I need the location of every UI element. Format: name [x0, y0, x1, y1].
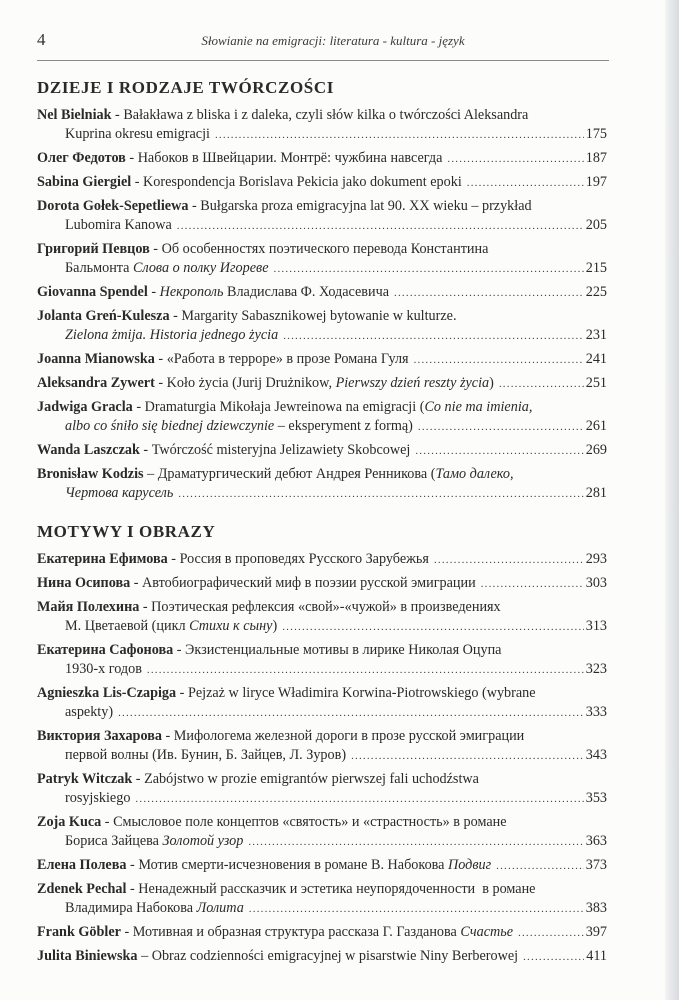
entry-title-text: Bałakława z bliska i z daleka, czyli słów kilka o twórczości Aleksandra	[123, 107, 529, 123]
entry-author: Aleksandra Zywert	[37, 375, 155, 391]
toc-entry[interactable]	[37, 727, 607, 766]
leader-dots	[499, 375, 584, 394]
toc-entry[interactable]	[37, 283, 607, 303]
entry-page-number[interactable]: 205	[585, 217, 607, 233]
entry-title-text: Об особенностях поэтического перевода Константина	[161, 241, 489, 257]
leader-dots	[215, 126, 584, 145]
entry-author: Sabina Giergiel	[37, 174, 132, 190]
entry-separator: -	[131, 174, 144, 190]
leader-dots	[523, 948, 584, 967]
entry-title-text: aspekty)	[65, 704, 114, 720]
entry-title-text: Смысловое поле концептов «святость» и «страстность» в романе	[113, 814, 507, 830]
entry-page-number[interactable]: 323	[585, 661, 607, 677]
entry-title-text: 1930-х годов	[65, 661, 142, 677]
entry-separator: -	[101, 814, 114, 830]
entry-line-continuation	[37, 216, 607, 236]
entry-line-continuation	[37, 899, 607, 919]
entry-author: Zoja Kuca	[37, 814, 102, 830]
entry-title-italic: Золотой узор	[162, 833, 244, 849]
entry-separator: -	[154, 375, 167, 391]
entry-separator: -	[126, 881, 139, 897]
entry-page-number[interactable]: 353	[585, 790, 607, 806]
entry-separator: -	[176, 685, 188, 701]
leader-dots	[147, 661, 584, 680]
leader-dots	[414, 351, 584, 370]
entry-page-number[interactable]: 215	[585, 260, 607, 276]
entry-line-first	[37, 813, 607, 832]
entry-author: Patryk Witczak	[37, 771, 133, 787]
entry-page-number[interactable]: 241	[585, 351, 607, 367]
entry-line-first	[37, 283, 607, 303]
toc-entry[interactable]	[37, 880, 607, 919]
entry-line-continuation	[37, 484, 607, 504]
entry-page-number[interactable]: 313	[585, 618, 607, 634]
entry-author: Joanna Mianowska	[37, 351, 155, 367]
toc-entry[interactable]	[37, 813, 607, 852]
entry-line-first	[37, 770, 607, 789]
entry-title-text: Dramaturgia Mikołaja Jewreinowa na emigracji (	[144, 399, 425, 415]
entry-title-text: Мифологема железной дороги в прозе русской эмиграции	[173, 728, 525, 744]
entry-page-number[interactable]: 343	[585, 747, 607, 763]
entry-page-number[interactable]: 197	[585, 174, 607, 190]
toc-entry[interactable]	[37, 173, 607, 193]
leader-dots	[415, 442, 583, 461]
entry-title-text: Lubomira Kanowa	[65, 217, 172, 233]
entry-page-number[interactable]: 383	[585, 900, 607, 916]
entry-line-first	[37, 923, 607, 943]
toc-entry[interactable]	[37, 856, 607, 876]
entry-title-text: Pejzaż w liryce Władimira Korwina-Piotrowskiego (wybrane	[187, 685, 536, 701]
entry-title-italic: Счастье	[460, 924, 514, 940]
toc-entry[interactable]	[37, 550, 607, 570]
entry-title-text: Россия в проповедях Русского Зарубежья	[179, 551, 429, 567]
entry-author: Dorota Gołek-Sepetliewa	[37, 198, 189, 214]
entry-author: Zdenek Pechal	[37, 881, 127, 897]
toc-entry[interactable]	[37, 574, 607, 594]
entry-page-number[interactable]: 261	[585, 418, 607, 434]
entry-author: Олег Федотов	[37, 150, 126, 166]
entry-title-text: Экзистенциальные мотивы в лирике Николая Оцупа	[185, 642, 502, 658]
entry-title-text: Ненадежный рассказчик и эстетика неупорядоченности в романе	[138, 881, 536, 897]
leader-dots	[467, 174, 584, 193]
entry-line-continuation	[37, 417, 607, 437]
entry-line-continuation	[37, 746, 607, 766]
entry-author: Елена Полева	[37, 857, 127, 873]
entry-separator: -	[173, 642, 186, 658]
leader-dots	[283, 327, 584, 346]
entry-separator: -	[154, 351, 167, 367]
entry-line-first	[37, 398, 607, 417]
leader-dots	[434, 551, 584, 570]
entry-page-number[interactable]: 373	[585, 857, 607, 873]
entry-author: Giovanna Spendel	[37, 284, 148, 300]
entry-page-number[interactable]: 303	[585, 575, 607, 591]
entry-title-text: Бальмонта	[65, 260, 134, 276]
entry-line-first	[37, 149, 607, 169]
toc-entry[interactable]	[37, 240, 607, 279]
toc-section	[37, 522, 607, 967]
toc-section	[37, 78, 607, 504]
entry-author: Майя Полехина	[37, 599, 140, 615]
leader-dots	[249, 900, 584, 919]
entry-separator: -	[126, 857, 139, 873]
entry-title-text: Bułgarska proza emigracyjna lat 90. XX wieku – przykład	[200, 198, 532, 214]
entry-title-italic: Слова о полку Игореве	[133, 260, 269, 276]
entry-separator: -	[132, 771, 145, 787]
toc-entry[interactable]	[37, 350, 607, 370]
toc-entry[interactable]	[37, 398, 607, 437]
toc-entry[interactable]	[37, 197, 607, 236]
entry-line-continuation	[37, 326, 607, 346]
entry-title-italic: Лолита	[196, 900, 244, 916]
toc-entry[interactable]	[37, 441, 607, 461]
running-title: Słowianie na emigracji: literatura - kultura - język	[201, 33, 465, 48]
leader-dots	[178, 485, 583, 504]
entry-separator: -	[161, 728, 174, 744]
entry-line-first	[37, 197, 607, 216]
toc-entry[interactable]	[37, 106, 607, 145]
leader-dots	[351, 747, 584, 766]
entry-line-continuation	[37, 259, 607, 279]
entry-title-text: М. Цветаевой (цикл	[65, 618, 190, 634]
entry-line-continuation	[37, 789, 607, 809]
entry-title-text: Koło życia (Jurij Drużnikow,	[166, 375, 336, 391]
entry-title-italic: Co nie ma imienia,	[424, 399, 533, 415]
entry-line-first	[37, 307, 607, 326]
toc-entry[interactable]	[37, 465, 607, 504]
entry-line-continuation	[37, 660, 607, 680]
entry-title-text: Набоков в Швейцарии. Монтрё: чужбина навсегда	[137, 150, 443, 166]
table-of-contents	[37, 78, 607, 985]
section-title: DZIEJE I RODZAJE TWÓRCZOŚCI	[37, 78, 334, 97]
entry-title-italic: Zielona żmija. Historia jednego życia	[65, 327, 279, 343]
entry-line-first	[37, 641, 607, 660]
entry-separator: -	[139, 599, 152, 615]
leader-dots	[447, 150, 583, 169]
entry-line-first	[37, 947, 607, 967]
entry-page-number[interactable]: 333	[585, 704, 607, 720]
entry-separator: –	[143, 466, 158, 482]
leader-dots	[418, 418, 584, 437]
toc-entry[interactable]	[37, 923, 607, 943]
entry-separator: -	[167, 551, 180, 567]
entry-line-first	[37, 106, 607, 125]
entry-title-text: «Работа в терроре» в прозе Романа Гуля	[166, 351, 409, 367]
page-edge-shadow	[665, 0, 679, 1000]
toc-entry[interactable]	[37, 307, 607, 346]
entry-author: Bronisław Kodzis	[37, 466, 144, 482]
entry-author: Екатерина Ефимова	[37, 551, 168, 567]
entry-separator: -	[169, 308, 182, 324]
entry-separator: -	[130, 575, 143, 591]
entry-line-first	[37, 465, 607, 484]
entry-author: Julita Biniewska	[37, 948, 138, 964]
entry-title-text: Kuprina okresu emigracji	[65, 126, 210, 142]
entry-line-first	[37, 727, 607, 746]
toc-entry[interactable]	[37, 149, 607, 169]
toc-entry[interactable]	[37, 684, 607, 723]
entry-title-text: )	[489, 375, 494, 391]
toc-entry[interactable]	[37, 770, 607, 809]
entry-page-number[interactable]: 293	[585, 551, 607, 567]
entry-line-continuation	[37, 832, 607, 852]
entry-page-number[interactable]: 397	[585, 924, 607, 940]
entry-line-first	[37, 880, 607, 899]
entry-title-text: Twórczość misteryjna Jelizawiety Skobcowej	[151, 442, 411, 458]
entry-title-text: Бориса Зайцева	[65, 833, 163, 849]
entry-title-text: Korespondencja Borislava Pekicia jako dokument epoki	[143, 174, 462, 190]
leader-dots	[248, 833, 583, 852]
entry-separator: -	[120, 924, 133, 940]
entry-author: Frank Göbler	[37, 924, 121, 940]
entry-title-text: Zabójstwo w prozie emigrantów pierwszej fali uchodźstwa	[144, 771, 479, 787]
entry-title-text: )	[272, 618, 278, 634]
entry-line-first	[37, 684, 607, 703]
entry-page-number[interactable]: 363	[585, 833, 607, 849]
entry-line-first	[37, 856, 607, 876]
entry-line-first	[37, 574, 607, 594]
entry-title-text: Мотив смерти-исчезновения в романе В. Набокова	[138, 857, 449, 873]
entry-separator: -	[139, 442, 152, 458]
entry-page-number[interactable]: 251	[585, 375, 607, 391]
entry-author: Wanda Laszczak	[37, 442, 140, 458]
entry-title-italic: albo co śniło się biednej dziewczynie	[65, 418, 275, 434]
toc-entry[interactable]	[37, 947, 607, 967]
entry-title-italic: Подвиг	[448, 857, 492, 873]
entry-title-text: Поэтическая рефлексия «свой»-«чужой» в произведениях	[151, 599, 501, 615]
entry-title-text: Автобиографический миф в поэзии русской эмиграции	[142, 575, 476, 591]
leader-dots	[394, 284, 584, 303]
entry-page-number[interactable]: 269	[585, 442, 607, 458]
leader-dots	[135, 790, 583, 809]
entry-line-first	[37, 598, 607, 617]
entry-title-text: Margarity Sabasznikowej bytowanie w kulturze.	[181, 308, 457, 324]
entry-line-first	[37, 441, 607, 461]
leader-dots	[496, 857, 584, 876]
entry-line-continuation	[37, 125, 607, 145]
entry-title-italic: Некрополь	[159, 284, 224, 300]
leader-dots	[274, 260, 584, 279]
entry-separator: -	[125, 150, 138, 166]
entry-title-italic: Чертова карусель	[65, 485, 174, 501]
entry-line-continuation	[37, 617, 607, 637]
entry-line-first	[37, 550, 607, 570]
toc-entry[interactable]	[37, 641, 607, 680]
entry-separator: -	[149, 241, 162, 257]
leader-dots	[518, 924, 584, 943]
entry-title-italic: Pierwszy dzień reszty życia	[335, 375, 490, 391]
entry-title-text: rosyjskiego	[65, 790, 131, 806]
leader-dots	[118, 704, 584, 723]
entry-title-text: – eksperyment z formą)	[274, 418, 413, 434]
entry-title-text: Драматургический дебют Андрея Ренникова (	[157, 466, 436, 482]
entry-author: Agnieszka Lis-Czapiga	[37, 685, 177, 701]
entry-page-number[interactable]: 281	[585, 485, 607, 501]
entry-author: Григорий Певцов	[37, 241, 150, 257]
entry-page-number[interactable]: 225	[585, 284, 607, 300]
leader-dots	[481, 575, 584, 594]
entry-title-text: Владислава Ф. Ходасевича	[223, 284, 390, 300]
entry-line-first	[37, 240, 607, 259]
entry-line-first	[37, 350, 607, 370]
leader-dots	[177, 217, 584, 236]
entry-separator: -	[147, 284, 160, 300]
page-header	[37, 26, 609, 61]
section-title: MOTYWY I OBRAZY	[37, 522, 216, 541]
entry-title-text: Мотивная и образная структура рассказа Г. Газданова	[132, 924, 461, 940]
entry-page-number[interactable]: 187	[585, 150, 607, 166]
entry-line-continuation	[37, 703, 607, 723]
entry-author: Nel Bielniak	[37, 107, 112, 123]
entry-line-first	[37, 374, 607, 394]
entry-author: Jolanta Greń-Kulesza	[37, 308, 170, 324]
leader-dots	[282, 618, 584, 637]
entry-separator: –	[137, 948, 152, 964]
entry-separator: -	[111, 107, 124, 123]
entry-page-number[interactable]: 411	[586, 948, 607, 964]
entry-title-italic: Тамо далеко,	[435, 466, 514, 482]
entry-author: Нина Осипова	[37, 575, 131, 591]
entry-title-text: первой волны (Ив. Бунин, Б. Зайцев, Л. Зуров)	[65, 747, 347, 763]
entry-separator: -	[132, 399, 145, 415]
toc-entry[interactable]	[37, 374, 607, 394]
entry-separator: -	[188, 198, 201, 214]
entry-author: Екатерина Сафонова	[37, 642, 174, 658]
entry-page-number[interactable]: 231	[585, 327, 607, 343]
entry-title-italic: Стихи к сыну	[189, 618, 273, 634]
page-number: 4	[37, 30, 46, 49]
entry-author: Jadwiga Gracla	[37, 399, 133, 415]
toc-entry[interactable]	[37, 598, 607, 637]
entry-page-number[interactable]: 175	[585, 126, 607, 142]
entry-author: Виктория Захарова	[37, 728, 162, 744]
entry-title-text: Владимира Набокова	[65, 900, 197, 916]
entry-title-text: Obraz codzienności emigracyjnej w pisarstwie Niny Berberowej	[151, 948, 519, 964]
entry-line-first	[37, 173, 607, 193]
